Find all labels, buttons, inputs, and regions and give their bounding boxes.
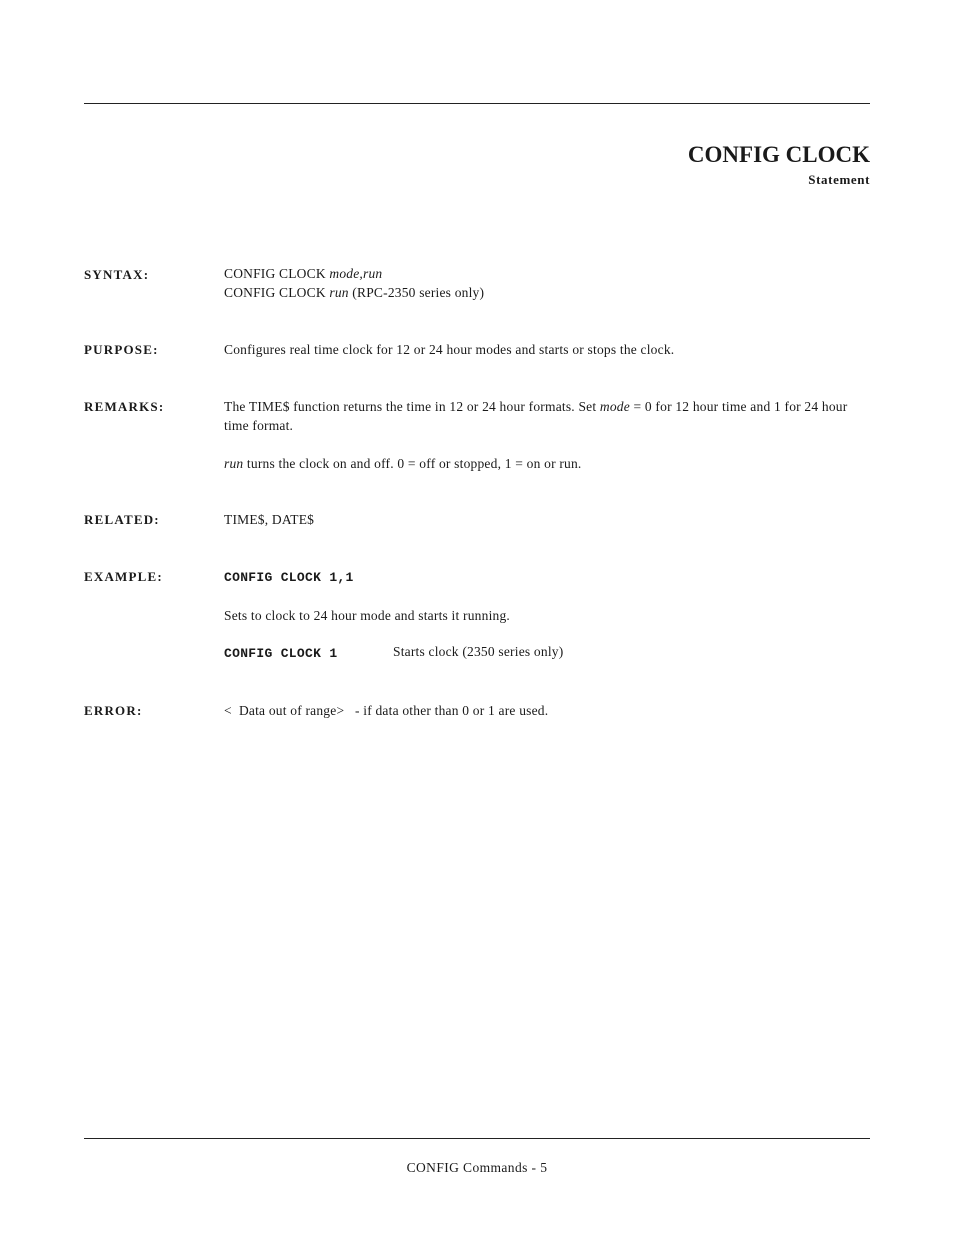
- syntax-label: SYNTAX:: [84, 267, 150, 282]
- example-label: EXAMPLE:: [84, 569, 163, 584]
- example-description-2: Starts clock (2350 series only): [393, 644, 564, 659]
- bottom-rule: [84, 1138, 870, 1139]
- remarks-para2-run: run: [224, 456, 244, 471]
- remarks-para1-part-a: The TIME$ function returns the time in 12 or 24 hour formats. Set: [224, 399, 600, 414]
- example-description-1: Sets to clock to 24 hour mode and starts it running.: [224, 608, 510, 623]
- remarks-para1-mode: mode: [599, 399, 630, 414]
- remarks-paragraph-2: [224, 454, 870, 473]
- syntax-line-2-args: run: [329, 285, 349, 300]
- remarks-para2-text: turns the clock on and off. 0 = off or stopped, 1 = on or run.: [243, 456, 582, 471]
- remarks-label: REMARKS:: [84, 399, 165, 414]
- top-rule: [84, 103, 870, 104]
- page-footer: CONFIG Commands - 5: [406, 1160, 548, 1175]
- syntax-line-1-command: CONFIG CLOCK: [224, 266, 330, 281]
- related-label: RELATED:: [84, 512, 160, 527]
- related-text: TIME$, DATE$: [224, 512, 315, 527]
- purpose-label: PURPOSE:: [84, 342, 159, 357]
- syntax-content: [224, 264, 870, 302]
- error-label: ERROR:: [84, 703, 143, 718]
- remarks-para1-part-b: = 0 for 12 hour time and 1 for 24 hour time format.: [224, 399, 848, 433]
- purpose-text: Configures real time clock for 12 or 24 hour modes and starts or stops the clock.: [224, 342, 675, 357]
- example-code-2: CONFIG CLOCK 1: [224, 646, 338, 661]
- syntax-line-2-command: CONFIG CLOCK: [224, 285, 330, 300]
- syntax-line-2-note: (RPC-2350 series only): [348, 285, 485, 300]
- page-subtitle: Statement: [808, 172, 870, 187]
- syntax-line-1: [224, 264, 870, 283]
- syntax-line-2: [224, 283, 870, 302]
- example-code-1: CONFIG CLOCK 1,1: [224, 570, 354, 585]
- remarks-paragraph-1: [224, 397, 864, 435]
- page-title: CONFIG CLOCK: [687, 142, 870, 167]
- syntax-line-1-args: mode,run: [329, 266, 383, 281]
- error-text: < Data out of range> - if data other than 0 or 1 are used.: [224, 703, 549, 718]
